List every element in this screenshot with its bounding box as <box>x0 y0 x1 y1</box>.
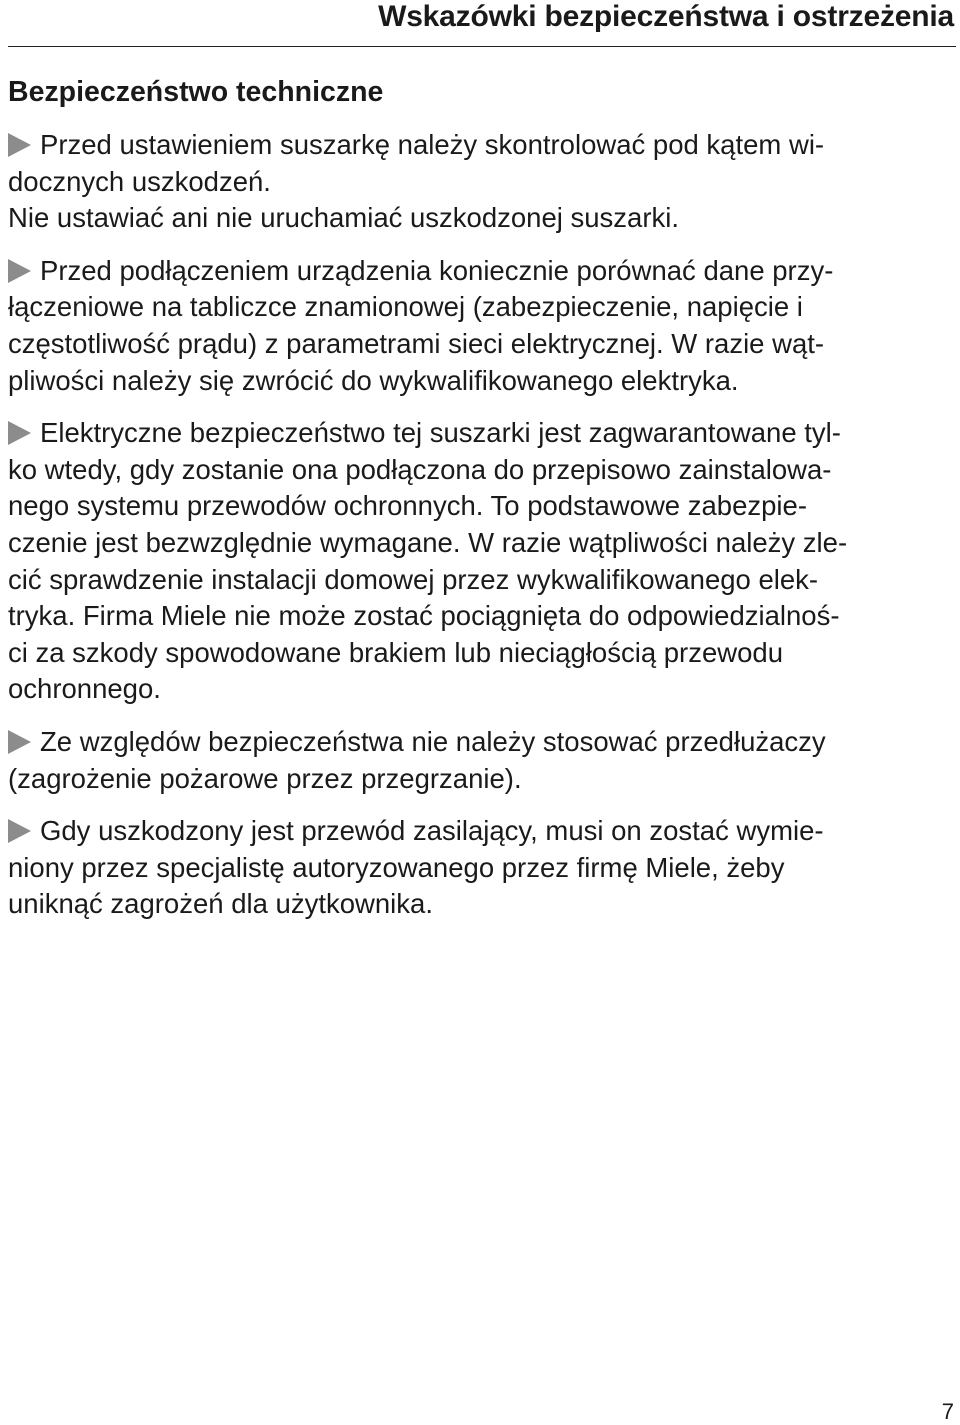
arrow-right-icon <box>8 819 31 843</box>
content <box>8 127 956 939</box>
paragraph-power-cord <box>8 813 956 923</box>
paragraph-line: częstotliwość prądu) z parametrami sieci elektrycznej. W razie wąt- <box>8 327 825 359</box>
page-number: 7 <box>941 1399 954 1424</box>
paragraph-line: docznych uszkodzeń. <box>8 165 271 197</box>
paragraph-extension-leads <box>8 724 956 797</box>
paragraph-line: cić sprawdzenie instalacji domowej przez wykwalifikowanego elek- <box>8 563 819 595</box>
section-heading: Bezpieczeństwo techniczne <box>8 76 384 108</box>
paragraph-line: uniknąć zagrożeń dla użytkownika. <box>8 888 433 920</box>
arrow-right-icon <box>8 259 31 283</box>
page-header <box>8 0 956 47</box>
paragraph-inspect-damage <box>8 127 956 237</box>
paragraph-line: Ze względów bezpieczeństwa nie należy stosować przedłużaczy <box>8 724 956 761</box>
paragraph-line: (zagrożenie pożarowe przez przegrzanie). <box>8 762 522 794</box>
paragraph-line: ci za szkody spowodowane brakiem lub nieciągłością przewodu <box>8 636 783 668</box>
paragraph-line: tryka. Firma Miele nie może zostać pociągnięta do odpowiedzialnoś- <box>8 600 840 632</box>
paragraph-line: łączeniowe na tabliczce znamionowej (zabezpieczenie, napięcie i <box>8 291 803 323</box>
arrow-right-icon <box>8 133 31 157</box>
paragraph-line: Gdy uszkodzony jest przewód zasilający, musi on zostać wymie- <box>8 813 956 850</box>
paragraph-line: nego systemu przewodów ochronnych. To podstawowe zabezpie- <box>8 490 807 522</box>
paragraph-line: czenie jest bezwzględnie wymagane. W razie wątpliwości należy zle- <box>8 526 848 558</box>
paragraph-line: Elektryczne bezpieczeństwo tej suszarki jest zagwarantowane tyl- <box>8 415 956 452</box>
paragraph-line: ko wtedy, gdy zostanie ona podłączona do przepisowo zainstalowa- <box>8 453 832 485</box>
paragraph-line: Przed podłączeniem urządzenia koniecznie porównać dane przy- <box>8 253 956 290</box>
paragraph-line: Nie ustawiać ani nie uruchamiać uszkodzonej suszarki. <box>8 202 680 234</box>
paragraph-line: pliwości należy się zwrócić do wykwalifikowanego elektryka. <box>8 364 739 396</box>
paragraph-earthing <box>8 415 956 708</box>
paragraph-line: niony przez specjalistę autoryzowanego przez firmę Miele, żeby <box>8 851 785 883</box>
arrow-right-icon <box>8 421 31 445</box>
paragraph-line: ochronnego. <box>8 673 161 705</box>
arrow-right-icon <box>8 730 31 754</box>
paragraph-line: Przed ustawieniem suszarkę należy skontrolować pod kątem wi- <box>8 127 956 164</box>
page-title: Wskazówki bezpieczeństwa i ostrzeżenia <box>378 0 954 33</box>
paragraph-rating-plate <box>8 253 956 399</box>
